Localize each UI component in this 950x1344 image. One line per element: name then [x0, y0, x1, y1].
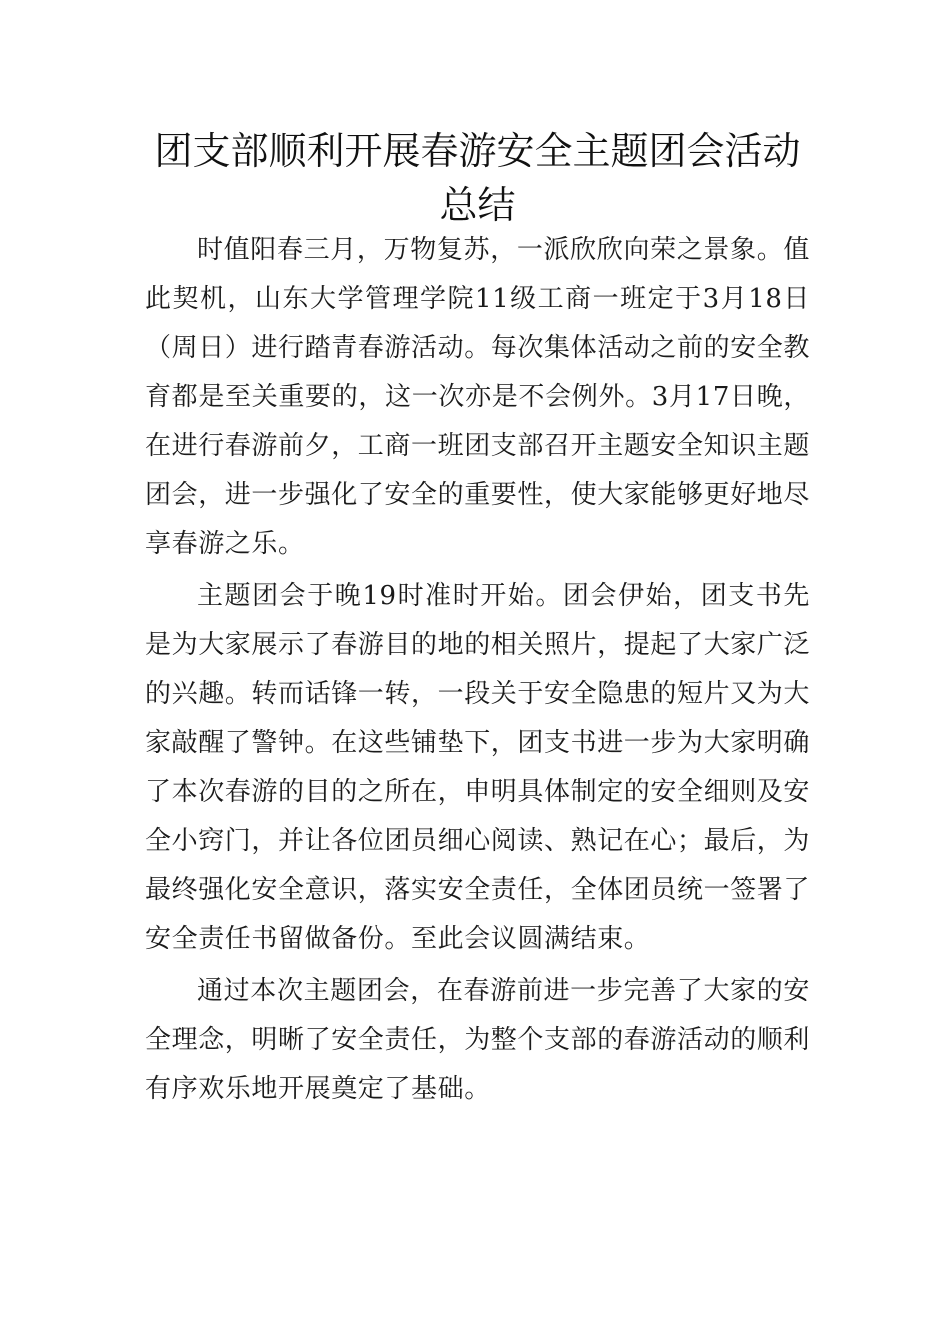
document-title: 团支部顺利开展春游安全主题团会活动总结: [154, 129, 801, 227]
document-body: [145, 226, 810, 1117]
paragraph-meeting: 主题团会于晚19时准时开始。团会伊始，团支书先是为大家展示了春游目的地的相关照片，提起了大家广泛的兴趣。转而话锋一转，一段关于安全隐患的短片又为大家敲醒了警钟。在这些铺垫下，团支书进一步为大家明确了本次春游的目的之所在，申明具体制定的安全细则及安全小窍门，并让各位团员细心阅读、熟记在心；最后，为最终强化安全意识，落实安全责任，全体团员统一签署了安全责任书留做备份。至此会议圆满结束。: [145, 581, 811, 954]
paragraph-intro: 时值阳春三月，万物复苏，一派欣欣向荣之景象。值此契机，山东大学管理学院11级工商一班定于3月18日（周日）进行踏青春游活动。每次集体活动之前的安全教育都是至关重要的，这一次亦是不会例外。3月17日晚，在进行春游前夕，工商一班团支部召开主题安全知识主题团会，进一步强化了安全的重要性，使大家能够更好地尽享春游之乐。: [145, 235, 811, 559]
paragraph-conclusion: 通过本次主题团会，在春游前进一步完善了大家的安全理念，明晰了安全责任，为整个支部的春游活动的顺利有序欢乐地开展奠定了基础。: [145, 976, 811, 1104]
